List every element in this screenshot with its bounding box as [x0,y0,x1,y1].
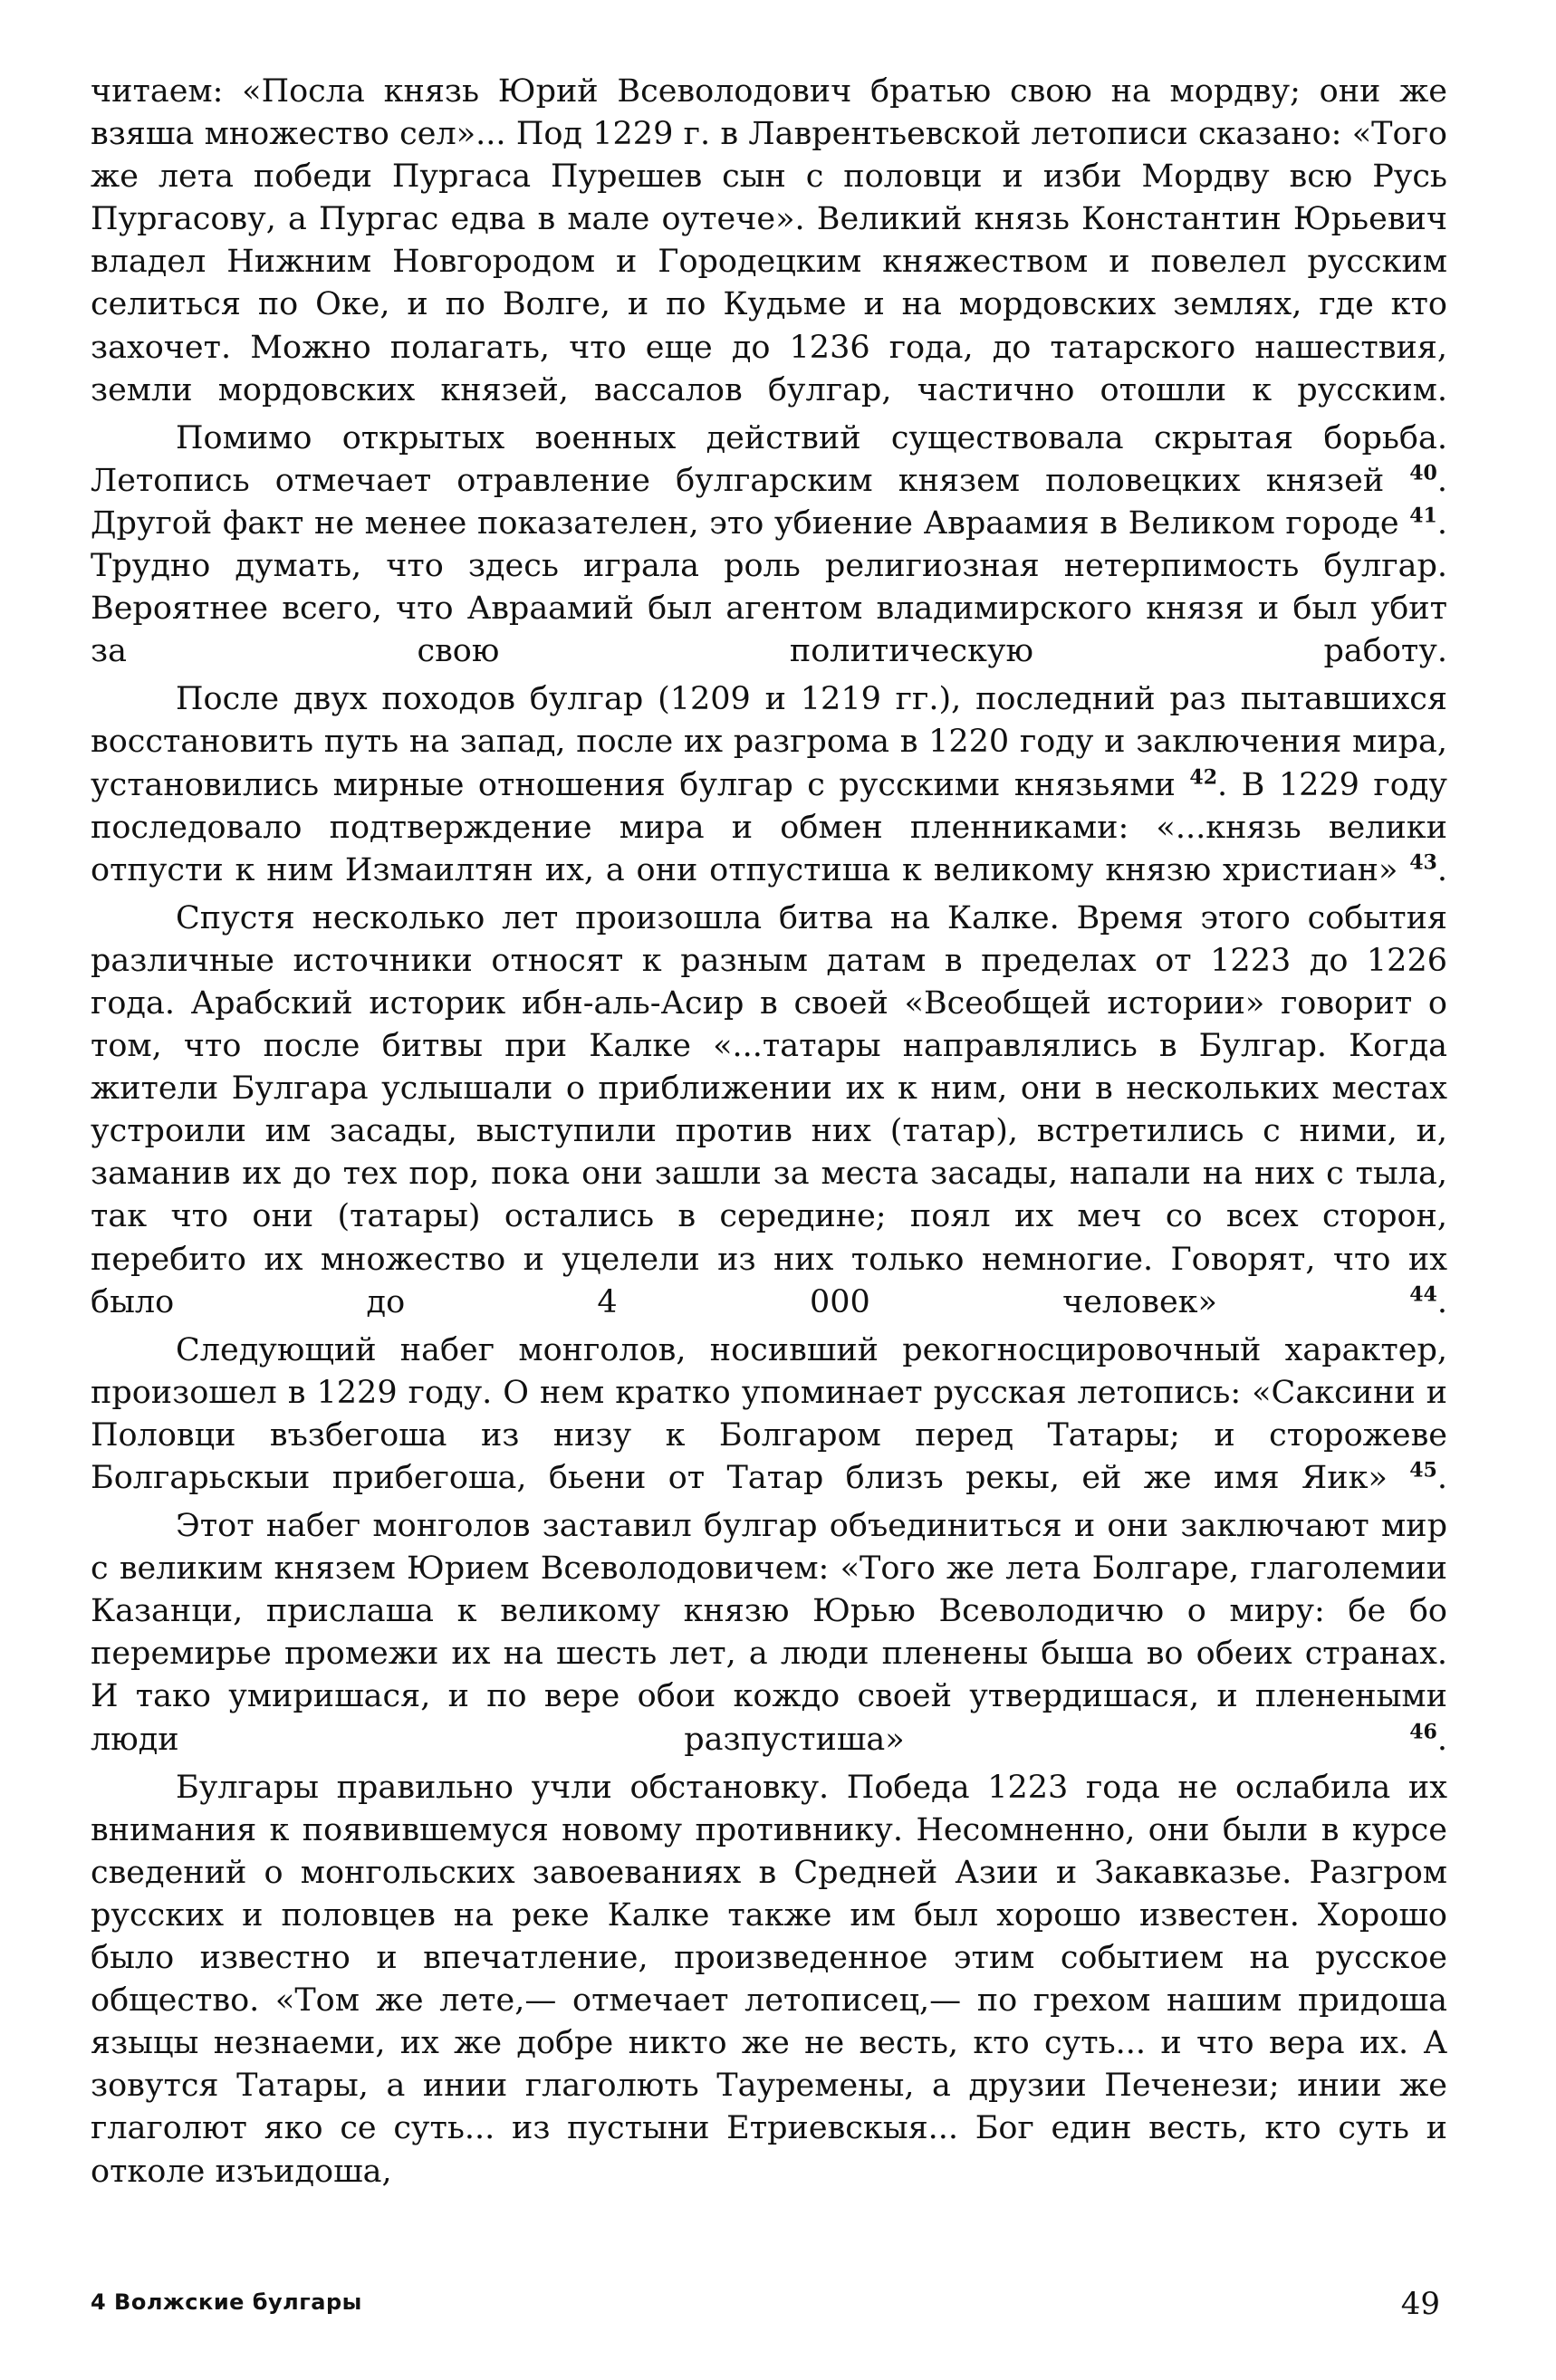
paragraph [91,417,1447,674]
paragraph [91,897,1447,1324]
footnote-ref: 41 [1409,504,1437,528]
paragraph-text: Помимо открытых военных действий существовала скрытая борьба. Летопись отмечает отравление булгарским князем половецких князей [91,419,1447,499]
paragraph-text: . [1436,1460,1447,1496]
page-number: 49 [1400,2286,1440,2322]
footnote-ref: 45 [1409,1458,1437,1483]
printer-signature: 4 Волжские булгары [91,2289,362,2315]
paragraph-text: . Трудно думать, что здесь играла роль религиозная нетерпимость булгар. Вероятнее всего, что Авраамий был агентом владимирского князя и был убит за свою политическую работу. [91,504,1447,670]
paragraph-text: После двух походов булгар (1209 и 1219 гг.), последний раз пытавшихся восстановить путь на запад, после их разгрома в 1220 году и заключения мира, установились мирные отношения булгар с русскими князьями [91,681,1447,803]
paragraph [91,1505,1447,1761]
paragraph-text: . В 1229 году последовало подтверждение мира и обмен пленниками: «...князь велики отпусти к ним Измаилтян их, а они отпустиша к великому князю христиан» [91,766,1447,888]
page-footer [91,2286,1440,2326]
paragraph [91,1767,1447,2193]
footnote-ref: 40 [1409,461,1437,485]
paragraph-text: Булгары правильно учли обстановку. Победа 1223 года не ослабила их внимания к появившемуся новому противнику. Несомненно, они были в курсе сведений о монгольских завоеваниях в Средней Азии и Закавказье. Разгром русских и половцев на реке Калке также им был хорошо известен. Хорошо было известно и впечатление, произведенное этим событием на русское общество. «Том же лете,— отмечает летописец,— по грехом нашим придоша языцы незнаеми, их же добре никто же не весть, кто суть... и что вера их. А зовутся Татары, а инии глаголють Тауремены, а друзии Печенези; инии же глаголют яко се суть... из пустыни Етриевскыя... Бог един весть, кто суть и отколе изъидоша, [91,1769,1447,2190]
paragraph-text: Этот набег монголов заставил булгар объединиться и они заключают мир с великим князем Юрием Всеволодовичем: «Того же лета Болгаре, глаголемии Казанци, прислаша к великому князю Юрью Всеволодичю о миру: бе бо перемирье промежи их на шесть лет, а люди пленены быша во обеих странах. И тако умиришася, и по вере обои кождо своей утвердишася, и пленеными люди разпустиша» [91,1508,1447,1758]
footnote-ref: 43 [1409,850,1437,875]
paragraph-text: . Другой факт не менее показателен, это убиение Авраамия в Великом городе [91,462,1447,542]
paragraph-text: Спустя несколько лет произошла битва на Калке. Время этого события различные источники относят к разным датам в пределах от 1223 до 1226 года. Арабский историк ибн-аль-Асир в своей «Всеобщей истории» говорит о том, что после битвы при Калке «...татары направлялись в Булгар. Когда жители Булгара услышали о приближении их к ним, они в нескольких местах устроили им засады, выступили против них (татар), встретились с ними, и, заманив их до тех пор, пока они зашли за места засады, напали на них с тыла, так что они (татары) остались в середине; поял их меч со всех сторон, перебито их множество и уцелели из них только немногие. Говорят, что их было до 4 000 человек» [91,899,1447,1320]
page-body [91,71,1447,2193]
footnote-ref: 44 [1409,1281,1437,1306]
paragraph-text: Следующий набег монголов, носивший рекогносцировочный характер, произошел в 1229 году. О нем кратко упоминает русская летопись: «Саксини и Половци възбегоша из низу к Болгаром перед Татары; и сторожеве Болгарьскыи прибегоша, бьени от Татар близъ рекы, ей же имя Яик» [91,1331,1447,1496]
paragraph-text: . [1436,1721,1447,1758]
paragraph: читаем: «Посла князь Юрий Всеволодович братью свою на мордву; они же взяша множество сел»... Под 1229 г. в Лаврентьевской летописи сказано: «Того же лета победи Пургаса Пурешев сын с половци и изби Мордву всю Русь Пургасову, а Пургас едва в мале оутече». Великий князь Константин Юрьевич владел Нижним Новгородом и Городецким княжеством и повелел русским селиться по Оке, и по Волге, и по Кудьме и на мордовских землях, где кто захочет. Можно полагать, что еще до 1236 года, до татарского нашествия, земли мордовских князей, вассалов булгар, частично отошли к русским. [91,73,1447,408]
paragraph-text: . [1436,851,1447,888]
paragraph [91,678,1447,891]
footnote-ref: 46 [1409,1719,1437,1743]
paragraph [91,1329,1447,1500]
paragraph-text: . [1436,1283,1447,1320]
footnote-ref: 42 [1189,764,1218,789]
